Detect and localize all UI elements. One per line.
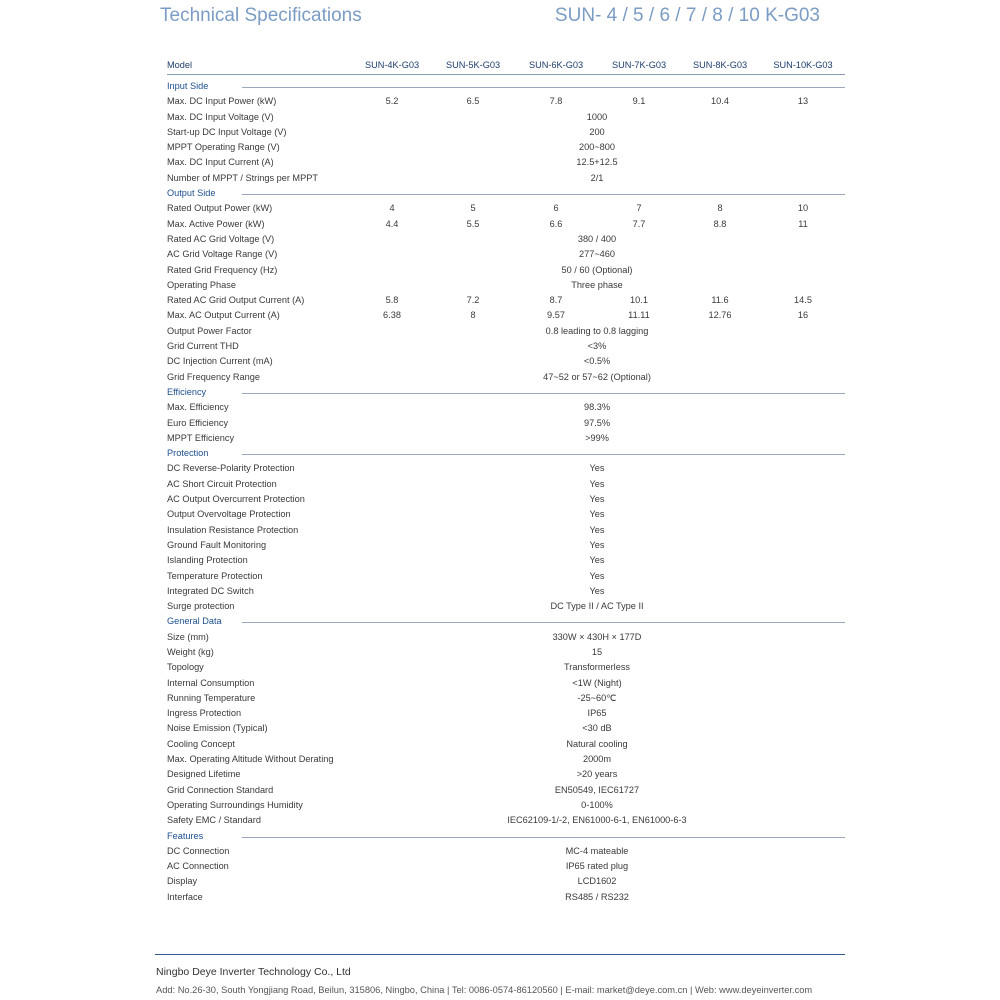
merged-value: 330W × 430H × 177D bbox=[552, 631, 642, 642]
row-label: DC Injection Current (mA) bbox=[167, 356, 273, 367]
table-row bbox=[167, 859, 845, 874]
section-header bbox=[167, 446, 845, 461]
row-label: MPPT Operating Range (V) bbox=[167, 142, 280, 153]
table-row bbox=[167, 94, 845, 109]
cell-value: 11.6 bbox=[711, 295, 729, 306]
merged-value: DC Type II / AC Type II bbox=[550, 601, 644, 612]
table-row bbox=[167, 263, 845, 278]
merged-value: 2000m bbox=[582, 754, 612, 765]
table-row bbox=[167, 630, 845, 645]
table-row bbox=[167, 400, 845, 415]
cell-value: 10 bbox=[797, 203, 809, 214]
table-row bbox=[167, 844, 845, 859]
table-row bbox=[167, 523, 845, 538]
row-label: Operating Phase bbox=[167, 279, 236, 290]
cell-value: 5.5 bbox=[466, 218, 480, 229]
table-row bbox=[167, 874, 845, 889]
row-label: Integrated DC Switch bbox=[167, 585, 254, 596]
table-row bbox=[167, 553, 845, 568]
merged-value: 277~460 bbox=[578, 249, 616, 260]
model-column-header: SUN-7K-G03 bbox=[611, 60, 667, 70]
merged-value: 1000 bbox=[586, 111, 608, 122]
table-body bbox=[167, 79, 845, 905]
cell-value: 5 bbox=[470, 203, 476, 214]
row-label: Insulation Resistance Protection bbox=[167, 524, 299, 535]
table-row bbox=[167, 201, 845, 216]
cell-value: 6 bbox=[553, 203, 559, 214]
row-label: Max. Active Power (kW) bbox=[167, 218, 265, 229]
merged-value: RS485 / RS232 bbox=[565, 891, 629, 902]
row-label: Max. DC Input Voltage (V) bbox=[167, 111, 274, 122]
merged-value: IEC62109-1/-2, EN61000-6-1, EN61000-6-3 bbox=[507, 815, 687, 826]
table-row bbox=[167, 737, 845, 752]
table-row bbox=[167, 813, 845, 828]
row-label: Ingress Protection bbox=[167, 708, 242, 719]
row-label: Rated AC Grid Output Current (A) bbox=[167, 295, 305, 306]
row-label: Operating Surroundings Humidity bbox=[167, 799, 303, 810]
cell-value: 7.7 bbox=[632, 218, 646, 229]
table-row bbox=[167, 477, 845, 492]
merged-value: 380 / 400 bbox=[577, 233, 617, 244]
cell-value: 6.5 bbox=[466, 96, 480, 107]
merged-value: Yes bbox=[589, 570, 605, 581]
company-name: Ningbo Deye Inverter Technology Co., Ltd bbox=[156, 966, 351, 978]
company-contact: Add: No.26-30, South Yongjiang Road, Beilun, 315806, Ningbo, China | Tel: 0086-0574-86120560 | E-mail: market@deye.com.cn | Web: www.deyeinverter.com bbox=[156, 985, 813, 995]
table-row bbox=[167, 339, 845, 354]
cell-value: 7.2 bbox=[466, 295, 480, 306]
merged-value: <30 dB bbox=[582, 723, 612, 734]
table-row bbox=[167, 767, 845, 782]
page-title: Technical Specifications bbox=[160, 5, 362, 26]
row-label: Topology bbox=[167, 662, 204, 673]
merged-value: 12.5+12.5 bbox=[576, 157, 618, 168]
merged-value: Yes bbox=[589, 539, 605, 550]
row-label: AC Short Circuit Protection bbox=[167, 478, 277, 489]
merged-value: Yes bbox=[589, 585, 605, 596]
table-row bbox=[167, 660, 845, 675]
cell-value: 9.1 bbox=[632, 96, 646, 107]
table-row bbox=[167, 492, 845, 507]
row-label: Output Power Factor bbox=[167, 325, 252, 336]
merged-value: 200~800 bbox=[578, 142, 616, 153]
cell-value: 6.6 bbox=[549, 218, 563, 229]
merged-value: <0.5% bbox=[583, 356, 611, 367]
row-label: Rated AC Grid Voltage (V) bbox=[167, 233, 275, 244]
merged-value: EN50549, IEC61727 bbox=[554, 784, 640, 795]
row-label: Max. AC Output Current (A) bbox=[167, 310, 280, 321]
table-row bbox=[167, 217, 845, 232]
section-title: Output Side bbox=[167, 186, 220, 201]
row-label: Grid Connection Standard bbox=[167, 784, 274, 795]
merged-value: IP65 rated plug bbox=[565, 861, 629, 872]
section-header bbox=[167, 385, 845, 400]
row-label: Cooling Concept bbox=[167, 738, 235, 749]
merged-value: Yes bbox=[589, 494, 605, 505]
merged-value: Yes bbox=[589, 463, 605, 474]
cell-value: 10.4 bbox=[711, 96, 729, 107]
merged-value: <1W (Night) bbox=[572, 677, 622, 688]
model-column-header: SUN-10K-G03 bbox=[773, 60, 833, 70]
table-row bbox=[167, 416, 845, 431]
cell-value: 12.76 bbox=[708, 310, 732, 321]
row-label: Size (mm) bbox=[167, 631, 209, 642]
table-row bbox=[167, 125, 845, 140]
cell-value: 5.2 bbox=[385, 96, 399, 107]
spec-table bbox=[167, 58, 845, 905]
merged-value: <3% bbox=[587, 341, 607, 352]
table-row bbox=[167, 308, 845, 323]
section-header bbox=[167, 186, 845, 201]
merged-value: Yes bbox=[589, 555, 605, 566]
section-title: Efficiency bbox=[167, 385, 210, 400]
row-label: DC Connection bbox=[167, 845, 230, 856]
merged-value: 0.8 leading to 0.8 lagging bbox=[545, 325, 649, 336]
table-row bbox=[167, 798, 845, 813]
cell-value: 9.57 bbox=[547, 310, 565, 321]
table-row bbox=[167, 538, 845, 553]
merged-value: 200 bbox=[589, 126, 605, 137]
row-label: Islanding Protection bbox=[167, 555, 248, 566]
merged-value: Three phase bbox=[571, 279, 623, 290]
cell-value: 7.8 bbox=[549, 96, 563, 107]
merged-value: 98.3% bbox=[583, 402, 611, 413]
table-row bbox=[167, 507, 845, 522]
cell-value: 8 bbox=[470, 310, 476, 321]
table-row bbox=[167, 278, 845, 293]
merged-value: Yes bbox=[589, 524, 605, 535]
row-label: Start-up DC Input Voltage (V) bbox=[167, 126, 287, 137]
cell-value: 7 bbox=[636, 203, 642, 214]
merged-value: Transformerless bbox=[563, 662, 631, 673]
section-header bbox=[167, 829, 845, 844]
row-label: Interface bbox=[167, 891, 203, 902]
row-label: MPPT Efficiency bbox=[167, 432, 235, 443]
row-label: Internal Consumption bbox=[167, 677, 255, 688]
row-label: DC Reverse-Polarity Protection bbox=[167, 463, 295, 474]
merged-value: Yes bbox=[589, 478, 605, 489]
table-row bbox=[167, 676, 845, 691]
row-label: AC Connection bbox=[167, 861, 229, 872]
cell-value: 11.11 bbox=[628, 310, 650, 321]
table-row bbox=[167, 247, 845, 262]
merged-value: 50 / 60 (Optional) bbox=[561, 264, 633, 275]
table-row bbox=[167, 431, 845, 446]
merged-value: -25~60℃ bbox=[577, 692, 617, 703]
section-header bbox=[167, 614, 845, 629]
merged-value: LCD1602 bbox=[577, 876, 617, 887]
row-label: Number of MPPT / Strings per MPPT bbox=[167, 172, 318, 183]
row-label: Max. Efficiency bbox=[167, 402, 229, 413]
row-label: Output Overvoltage Protection bbox=[167, 509, 291, 520]
model-column-header: SUN-4K-G03 bbox=[364, 60, 420, 70]
cell-value: 5.8 bbox=[385, 295, 399, 306]
cell-value: 4.4 bbox=[385, 218, 399, 229]
merged-value: 15 bbox=[591, 646, 603, 657]
table-row bbox=[167, 461, 845, 476]
cell-value: 8.8 bbox=[713, 218, 727, 229]
table-row bbox=[167, 293, 845, 308]
row-label: Euro Efficiency bbox=[167, 417, 229, 428]
model-column-header: SUN-5K-G03 bbox=[445, 60, 501, 70]
table-row bbox=[167, 140, 845, 155]
cell-value: 11 bbox=[798, 218, 808, 229]
row-label: Designed Lifetime bbox=[167, 769, 241, 780]
table-row bbox=[167, 752, 845, 767]
table-header-row bbox=[167, 58, 845, 72]
cell-value: 4 bbox=[389, 203, 395, 214]
row-label: Rated Grid Frequency (Hz) bbox=[167, 264, 278, 275]
row-label: Temperature Protection bbox=[167, 570, 263, 581]
cell-value: 8 bbox=[717, 203, 723, 214]
table-row bbox=[167, 569, 845, 584]
table-row bbox=[167, 599, 845, 614]
row-label: Weight (kg) bbox=[167, 646, 214, 657]
table-row bbox=[167, 171, 845, 186]
row-label: AC Grid Voltage Range (V) bbox=[167, 249, 278, 260]
row-label: Ground Fault Monitoring bbox=[167, 539, 267, 550]
section-title: Features bbox=[167, 829, 207, 844]
merged-value: >99% bbox=[585, 432, 609, 443]
table-row bbox=[167, 721, 845, 736]
cell-value: 10.1 bbox=[630, 295, 648, 306]
table-row bbox=[167, 691, 845, 706]
row-label: Rated Output Power (kW) bbox=[167, 203, 273, 214]
merged-value: Yes bbox=[589, 509, 605, 520]
table-row bbox=[167, 890, 845, 905]
row-label: Safety EMC / Standard bbox=[167, 815, 261, 826]
table-row bbox=[167, 232, 845, 247]
cell-value: 13 bbox=[797, 96, 809, 107]
table-row bbox=[167, 706, 845, 721]
merged-value: 97.5% bbox=[583, 417, 611, 428]
table-row bbox=[167, 783, 845, 798]
cell-value: 8.7 bbox=[549, 295, 563, 306]
footer-divider bbox=[155, 954, 845, 955]
row-label: Noise Emission (Typical) bbox=[167, 723, 268, 734]
row-label: Max. DC Input Power (kW) bbox=[167, 96, 277, 107]
model-column-header: SUN-6K-G03 bbox=[528, 60, 584, 70]
row-label: AC Output Overcurrent Protection bbox=[167, 494, 305, 505]
model-header-label: Model bbox=[167, 60, 193, 70]
model-column-header: SUN-8K-G03 bbox=[692, 60, 748, 70]
merged-value: Natural cooling bbox=[566, 738, 628, 749]
model-range-title: SUN- 4 / 5 / 6 / 7 / 8 / 10 K-G03 bbox=[554, 5, 820, 26]
section-title: General Data bbox=[167, 614, 226, 629]
table-row bbox=[167, 370, 845, 385]
row-label: Max. DC Input Current (A) bbox=[167, 157, 274, 168]
merged-value: 47~52 or 57~62 (Optional) bbox=[543, 371, 651, 382]
section-title: Input Side bbox=[167, 79, 212, 94]
table-row bbox=[167, 110, 845, 125]
row-label: Max. Operating Altitude Without Derating bbox=[167, 754, 334, 765]
cell-value: 14.5 bbox=[794, 295, 812, 306]
table-row bbox=[167, 324, 845, 339]
table-row bbox=[167, 645, 845, 660]
table-row bbox=[167, 584, 845, 599]
merged-value: IP65 bbox=[587, 708, 607, 719]
row-label: Surge protection bbox=[167, 601, 235, 612]
table-row bbox=[167, 354, 845, 369]
merged-value: 0-100% bbox=[581, 799, 613, 810]
cell-value: 6.38 bbox=[383, 310, 401, 321]
row-label: Running Temperature bbox=[167, 692, 256, 703]
row-label: Grid Frequency Range bbox=[167, 371, 260, 382]
section-header bbox=[167, 79, 845, 94]
merged-value: 2/1 bbox=[590, 172, 604, 183]
row-label: Grid Current THD bbox=[167, 341, 239, 352]
table-row bbox=[167, 155, 845, 170]
row-label: Display bbox=[167, 876, 198, 887]
merged-value: >20 years bbox=[576, 769, 618, 780]
section-title: Protection bbox=[167, 446, 212, 461]
cell-value: 16 bbox=[797, 310, 809, 321]
merged-value: MC-4 mateable bbox=[565, 845, 629, 856]
